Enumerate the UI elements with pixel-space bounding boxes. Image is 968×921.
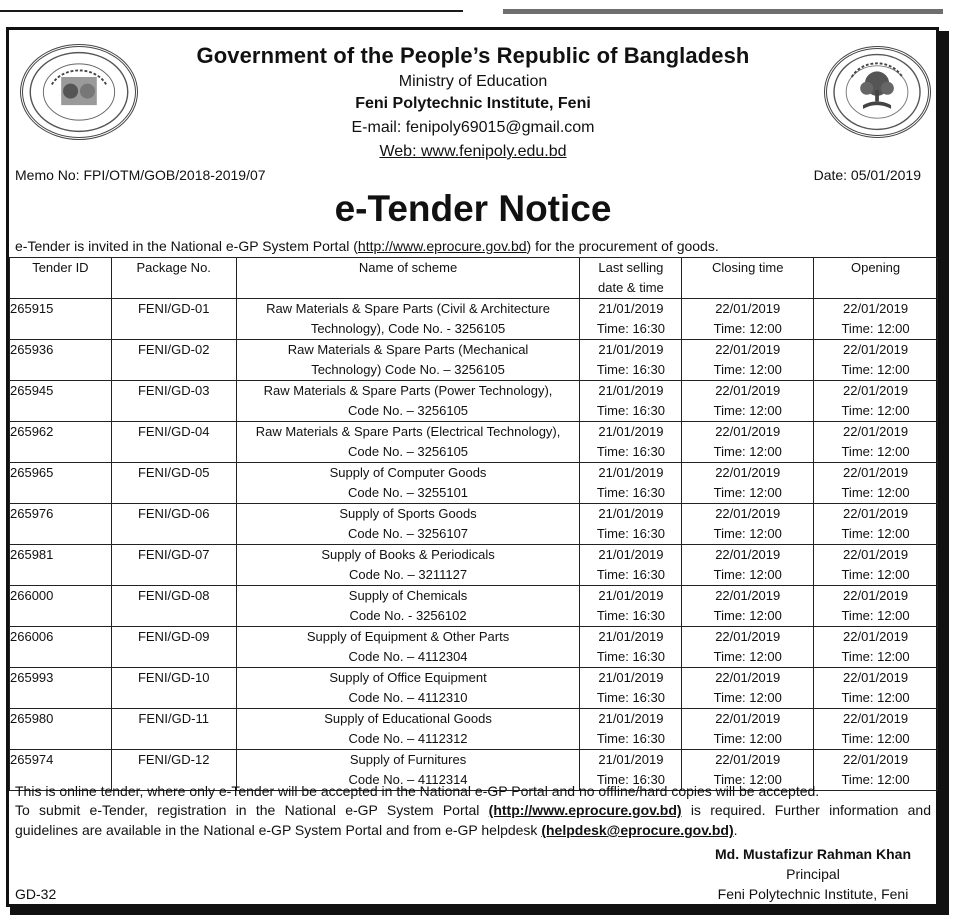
closing-time-cell-line2: Time: 12:00 [713, 403, 782, 418]
package-no-cell [111, 340, 236, 381]
footer-reg-text-a: To submit e-Tender, registration in the National e-GP System Portal [15, 802, 489, 818]
opening-cell-line2: Time: 12:00 [841, 649, 910, 664]
scheme-name-cell-line1: Supply of Office Equipment [329, 670, 487, 685]
package-no-cell-line1: FENI/GD-02 [137, 342, 210, 357]
document-code: GD-32 [15, 886, 57, 902]
tender-id-cell [10, 381, 112, 422]
tender-table-body [10, 299, 938, 791]
closing-time-cell [682, 504, 814, 545]
signatory-designation: Principal [786, 866, 840, 882]
tender-id-cell [10, 299, 112, 340]
tender-id-cell-line1: 265974 [10, 752, 54, 767]
closing-time-cell [682, 381, 814, 422]
closing-time-cell-line2: Time: 12:00 [713, 526, 782, 541]
scheme-name-cell-line1: Supply of Equipment & Other Parts [306, 629, 510, 644]
last-selling-cell-line1: 21/01/2019 [598, 424, 664, 439]
opening-cell [814, 381, 938, 422]
header-tender-id: Tender ID [10, 258, 112, 299]
footer-guide-text-a: guidelines are available in the National e-GP System Portal and from e-GP helpdesk [15, 822, 542, 838]
opening-cell-line2: Time: 12:00 [841, 567, 910, 582]
header-opening: Opening [814, 258, 938, 299]
frame-shadow-bottom [10, 907, 949, 915]
opening-cell-line2: Time: 12:00 [841, 485, 910, 500]
scheme-name-cell-line1: Supply of Educational Goods [324, 711, 492, 726]
closing-time-cell [682, 545, 814, 586]
last-selling-cell [580, 299, 682, 340]
tender-id-cell-line1: 265962 [10, 424, 54, 439]
table-row [10, 463, 938, 504]
package-no-cell [111, 422, 236, 463]
opening-cell-line2: Time: 12:00 [841, 608, 910, 623]
scheme-name-cell-line2: Technology), Code No. - 3256105 [310, 321, 506, 336]
scheme-name-cell-line2: Code No. – 3256105 [348, 403, 469, 418]
scheme-name-cell [236, 709, 580, 750]
tender-id-cell-line1: 265915 [10, 301, 54, 316]
opening-cell-line2: Time: 12:00 [841, 444, 910, 459]
opening-cell [814, 504, 938, 545]
tender-id-cell [10, 422, 112, 463]
opening-cell-line1: 22/01/2019 [843, 670, 909, 685]
closing-time-cell-line1: 22/01/2019 [715, 547, 781, 562]
tender-id-cell-line1: 265945 [10, 383, 54, 398]
closing-time-cell-line1: 22/01/2019 [715, 342, 781, 357]
last-selling-cell [580, 381, 682, 422]
opening-cell-line2: Time: 12:00 [841, 690, 910, 705]
last-selling-cell-line1: 21/01/2019 [598, 711, 664, 726]
tender-id-cell [10, 463, 112, 504]
last-selling-cell-line1: 21/01/2019 [598, 588, 664, 603]
closing-time-cell-line2: Time: 12:00 [713, 690, 782, 705]
tender-id-cell [10, 340, 112, 381]
opening-cell [814, 299, 938, 340]
opening-cell-line2: Time: 12:00 [841, 731, 910, 746]
scheme-name-cell [236, 463, 580, 504]
header-last-selling [580, 258, 682, 299]
opening-cell [814, 586, 938, 627]
last-selling-cell-line2: Time: 16:30 [596, 772, 665, 787]
last-selling-cell [580, 586, 682, 627]
opening-cell-line2: Time: 12:00 [841, 526, 910, 541]
closing-time-cell [682, 299, 814, 340]
package-no-cell-line1: FENI/GD-10 [137, 670, 210, 685]
closing-time-cell-line2: Time: 12:00 [713, 444, 782, 459]
last-selling-cell-line1: 21/01/2019 [598, 342, 664, 357]
opening-cell-line1: 22/01/2019 [843, 506, 909, 521]
last-selling-cell [580, 504, 682, 545]
closing-time-cell [682, 463, 814, 504]
opening-cell-line1: 22/01/2019 [843, 711, 909, 726]
footer-guidelines-note [15, 822, 931, 838]
signatory-institute: Feni Polytechnic Institute, Feni [717, 886, 909, 902]
scheme-name-cell [236, 340, 580, 381]
table-row [10, 299, 938, 340]
last-selling-cell [580, 709, 682, 750]
web-link[interactable]: Web: www.fenipoly.edu.bd [379, 143, 567, 160]
package-no-cell-line1: FENI/GD-04 [137, 424, 210, 439]
header-last-selling-line1: Last selling [598, 260, 664, 275]
package-no-cell [111, 299, 236, 340]
scheme-name-cell [236, 381, 580, 422]
table-row [10, 627, 938, 668]
scheme-name-cell-line1: Supply of Furnitures [349, 752, 467, 767]
opening-cell-line1: 22/01/2019 [843, 588, 909, 603]
package-no-cell-line1: FENI/GD-07 [137, 547, 210, 562]
closing-time-cell-line2: Time: 12:00 [713, 485, 782, 500]
package-no-cell-line1: FENI/GD-03 [137, 383, 210, 398]
last-selling-cell-line2: Time: 16:30 [596, 690, 665, 705]
last-selling-cell [580, 668, 682, 709]
opening-cell-line1: 22/01/2019 [843, 629, 909, 644]
tender-id-cell [10, 668, 112, 709]
last-selling-cell-line2: Time: 16:30 [596, 649, 665, 664]
scheme-name-cell-line1: Raw Materials & Spare Parts (Mechanical [287, 342, 529, 357]
opening-cell-line1: 22/01/2019 [843, 342, 909, 357]
opening-cell [814, 545, 938, 586]
last-selling-cell-line1: 21/01/2019 [598, 752, 664, 767]
scheme-name-cell [236, 668, 580, 709]
eprocure-link[interactable]: http://www.eprocure.gov.bd [357, 238, 527, 254]
closing-time-cell [682, 340, 814, 381]
scheme-name-cell-line2: Code No. – 3256107 [348, 526, 469, 541]
scheme-name-cell-line2: Code No. – 4112314 [348, 772, 468, 787]
header-package-no: Package No. [111, 258, 236, 299]
tender-id-cell [10, 709, 112, 750]
opening-cell [814, 340, 938, 381]
last-selling-cell-line2: Time: 16:30 [596, 526, 665, 541]
package-no-cell [111, 668, 236, 709]
opening-cell-line2: Time: 12:00 [841, 772, 910, 787]
scheme-name-cell-line2: Code No. – 3211127 [349, 567, 468, 582]
header-closing-time: Closing time [682, 258, 814, 299]
table-row [10, 504, 938, 545]
institute-name: Feni Polytechnic Institute, Feni [355, 95, 591, 112]
opening-cell-line1: 22/01/2019 [843, 752, 909, 767]
package-no-cell [111, 627, 236, 668]
closing-time-cell [682, 422, 814, 463]
scheme-name-cell-line1: Supply of Books & Periodicals [321, 547, 495, 562]
last-selling-cell-line2: Time: 16:30 [596, 403, 665, 418]
scheme-name-cell [236, 422, 580, 463]
footer-guide-text-b: . [733, 822, 738, 838]
last-selling-cell-line2: Time: 16:30 [596, 567, 665, 582]
last-selling-cell-line2: Time: 16:30 [596, 362, 665, 377]
opening-cell-line2: Time: 12:00 [841, 403, 910, 418]
package-no-cell [111, 381, 236, 422]
intro-before: e-Tender is invited in the National e-GP System Portal ( [15, 238, 358, 254]
scheme-name-cell-line1: Supply of Sports Goods [339, 506, 477, 521]
header-last-selling-line2: date & time [598, 280, 664, 295]
tender-id-cell-line1: 266006 [10, 629, 54, 644]
scheme-name-cell-line2: Code No. – 4112310 [348, 690, 468, 705]
last-selling-cell-line1: 21/01/2019 [598, 301, 664, 316]
table-row [10, 340, 938, 381]
scheme-name-cell-line2: Code No. – 3256105 [348, 444, 469, 459]
closing-time-cell [682, 627, 814, 668]
opening-cell [814, 463, 938, 504]
closing-time-cell-line1: 22/01/2019 [715, 670, 781, 685]
top-rule-left [0, 10, 463, 12]
scheme-name-cell-line1: Raw Materials & Spare Parts (Civil & Architecture [266, 301, 550, 316]
tender-id-cell-line1: 265993 [10, 670, 54, 685]
footer-reg-text-b: is required. Further information and [681, 802, 931, 818]
last-selling-cell-line1: 21/01/2019 [598, 670, 664, 685]
last-selling-cell [580, 545, 682, 586]
scheme-name-cell [236, 299, 580, 340]
closing-time-cell-line1: 22/01/2019 [715, 424, 781, 439]
table-header-row [10, 258, 938, 299]
last-selling-cell [580, 422, 682, 463]
closing-time-cell-line1: 22/01/2019 [715, 383, 781, 398]
closing-time-cell-line2: Time: 12:00 [713, 362, 782, 377]
memo-number: Memo No: FPI/OTM/GOB/2018-2019/07 [15, 167, 266, 183]
table-row [10, 586, 938, 627]
opening-cell [814, 627, 938, 668]
top-rule-right [503, 9, 943, 14]
frame-shadow-right [939, 31, 949, 911]
package-no-cell-line1: FENI/GD-11 [138, 711, 209, 726]
opening-cell [814, 709, 938, 750]
page-title: e-Tender Notice [334, 188, 612, 229]
government-heading: Government of the People’s Republic of Bangladesh [196, 43, 750, 68]
package-no-cell [111, 463, 236, 504]
closing-time-cell [682, 586, 814, 627]
tender-id-cell [10, 586, 112, 627]
opening-cell-line1: 22/01/2019 [843, 383, 909, 398]
opening-cell-line1: 22/01/2019 [843, 301, 909, 316]
tender-id-cell-line1: 265980 [10, 711, 54, 726]
opening-cell-line2: Time: 12:00 [841, 362, 910, 377]
scheme-name-cell [236, 504, 580, 545]
scheme-name-cell-line1: Raw Materials & Spare Parts (Power Technology), [263, 383, 553, 398]
table-row [10, 381, 938, 422]
closing-time-cell-line2: Time: 12:00 [713, 649, 782, 664]
table-row [10, 668, 938, 709]
closing-time-cell-line1: 22/01/2019 [715, 629, 781, 644]
opening-cell-line1: 22/01/2019 [843, 424, 909, 439]
scheme-name-cell-line2: Code No. – 3255101 [348, 485, 469, 500]
last-selling-cell-line2: Time: 16:30 [596, 731, 665, 746]
closing-time-cell [682, 709, 814, 750]
closing-time-cell-line1: 22/01/2019 [715, 588, 781, 603]
scheme-name-cell-line2: Code No. – 4112304 [348, 649, 468, 664]
tender-id-cell-line1: 265981 [10, 547, 54, 562]
scheme-name-cell-line2: Code No. – 4112312 [348, 731, 468, 746]
footer-helpdesk-link[interactable]: (helpdesk@eprocure.gov.bd) [541, 822, 734, 838]
tender-id-cell-line1: 266000 [10, 588, 54, 603]
last-selling-cell-line2: Time: 16:30 [596, 444, 665, 459]
opening-cell-line1: 22/01/2019 [843, 547, 909, 562]
last-selling-cell [580, 463, 682, 504]
last-selling-cell-line1: 21/01/2019 [598, 547, 664, 562]
last-selling-cell-line1: 21/01/2019 [598, 629, 664, 644]
last-selling-cell-line1: 21/01/2019 [598, 465, 664, 480]
scheme-name-cell [236, 627, 580, 668]
table-row [10, 422, 938, 463]
tender-id-cell-line1: 265936 [10, 342, 54, 357]
tender-id-cell-line1: 265976 [10, 506, 54, 521]
tender-id-cell [10, 504, 112, 545]
closing-time-cell-line2: Time: 12:00 [713, 731, 782, 746]
package-no-cell [111, 709, 236, 750]
opening-cell-line1: 22/01/2019 [843, 465, 909, 480]
closing-time-cell-line2: Time: 12:00 [713, 772, 782, 787]
last-selling-cell-line2: Time: 16:30 [596, 485, 665, 500]
last-selling-cell-line2: Time: 16:30 [596, 321, 665, 336]
tender-id-cell [10, 545, 112, 586]
closing-time-cell-line1: 22/01/2019 [715, 711, 781, 726]
notice-date: Date: 05/01/2019 [813, 167, 921, 183]
closing-time-cell-line2: Time: 12:00 [713, 608, 782, 623]
footer-online-note: This is online tender, where only e-Tender will be accepted in the National e-GP Portal and no offline/hard copies will be accepted. [15, 783, 820, 799]
opening-cell-line2: Time: 12:00 [841, 321, 910, 336]
package-no-cell [111, 545, 236, 586]
tender-id-cell-line1: 265965 [10, 465, 54, 480]
header-scheme-name: Name of scheme [236, 258, 580, 299]
package-no-cell-line1: FENI/GD-09 [137, 629, 210, 644]
package-no-cell-line1: FENI/GD-06 [137, 506, 210, 521]
scheme-name-cell-line1: Raw Materials & Spare Parts (Electrical Technology), [255, 424, 561, 439]
tender-id-cell [10, 627, 112, 668]
last-selling-cell-line1: 21/01/2019 [598, 383, 664, 398]
footer-registration-note [15, 802, 931, 818]
scheme-name-cell-line1: Supply of Chemicals [348, 588, 468, 603]
intro-after: ) for the procurement of goods. [526, 238, 719, 254]
scheme-name-cell-line2: Technology) Code No. – 3256105 [311, 362, 505, 377]
last-selling-cell-line1: 21/01/2019 [598, 506, 664, 521]
last-selling-cell [580, 627, 682, 668]
scheme-name-cell-line2: Code No. - 3256102 [349, 608, 467, 623]
package-no-cell-line1: FENI/GD-01 [137, 301, 210, 316]
package-no-cell [111, 586, 236, 627]
last-selling-cell [580, 340, 682, 381]
table-row [10, 545, 938, 586]
ministry-line: Ministry of Education [398, 73, 548, 90]
package-no-cell-line1: FENI/GD-08 [137, 588, 210, 603]
closing-time-cell-line1: 22/01/2019 [715, 752, 781, 767]
table-row [10, 709, 938, 750]
footer-eprocure-link[interactable]: (http://www.eprocure.gov.bd) [488, 802, 682, 818]
scheme-name-cell [236, 545, 580, 586]
package-no-cell-line1: FENI/GD-12 [137, 752, 210, 767]
tender-table [9, 257, 938, 791]
closing-time-cell-line2: Time: 12:00 [713, 321, 782, 336]
email-line: E-mail: fenipoly69015@gmail.com [351, 119, 595, 136]
closing-time-cell-line2: Time: 12:00 [713, 567, 782, 582]
closing-time-cell-line1: 22/01/2019 [715, 465, 781, 480]
package-no-cell-line1: FENI/GD-05 [137, 465, 210, 480]
scheme-name-cell [236, 586, 580, 627]
closing-time-cell [682, 668, 814, 709]
opening-cell [814, 668, 938, 709]
signatory-name: Md. Mustafizur Rahman Khan [714, 846, 911, 862]
last-selling-cell-line2: Time: 16:30 [596, 608, 665, 623]
opening-cell [814, 422, 938, 463]
intro-text [15, 238, 935, 254]
package-no-cell [111, 504, 236, 545]
closing-time-cell-line1: 22/01/2019 [715, 506, 781, 521]
closing-time-cell-line1: 22/01/2019 [715, 301, 781, 316]
scheme-name-cell-line1: Supply of Computer Goods [329, 465, 487, 480]
